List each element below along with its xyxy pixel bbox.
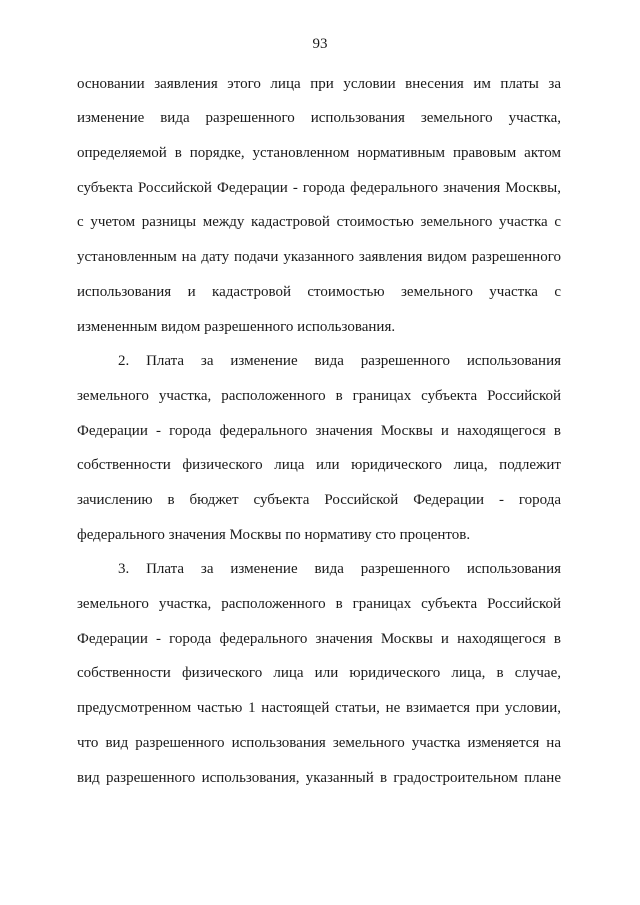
text-line: земельного участка, расположенного в границах субъекта Российской <box>77 596 561 612</box>
text-line: основании заявления этого лица при условии внесения им платы за <box>77 76 561 92</box>
text-line: с учетом разницы между кадастровой стоимостью земельного участка с <box>77 214 561 230</box>
text-line: измененным видом разрешенного использования. <box>77 319 396 335</box>
text-line: земельного участка, расположенного в границах субъекта Российской <box>77 388 561 404</box>
text-line: Федерации - города федерального значения Москвы и находящегося в <box>77 631 561 647</box>
text-line: Федерации - города федерального значения Москвы и находящегося в <box>77 423 561 439</box>
paragraph-2-first-line: 2. Плата за изменение вида разрешенного использования <box>118 353 561 369</box>
text-line: федерального значения Москвы по нормативу сто процентов. <box>77 527 471 543</box>
text-line: изменение вида разрешенного использования земельного участка, <box>77 110 561 126</box>
text-line: вид разрешенного использования, указанный в градостроительном плане <box>77 770 561 786</box>
text-line: собственности физического лица или юридического лица, в случае, <box>77 665 561 681</box>
text-line: определяемой в порядке, установленном нормативным правовым актом <box>77 145 561 161</box>
text-line: использования и кадастровой стоимостью земельного участка с <box>77 284 561 300</box>
text-line: зачислению в бюджет субъекта Российской Федерации - города <box>77 492 561 508</box>
text-line: собственности физического лица или юридического лица, подлежит <box>77 457 561 473</box>
text-line: предусмотренном частью 1 настоящей статьи, не взимается при условии, <box>77 700 561 716</box>
paragraph-3-first-line: 3. Плата за изменение вида разрешенного использования <box>118 561 561 577</box>
text-line: что вид разрешенного использования земельного участка изменяется на <box>77 735 561 751</box>
text-line: субъекта Российской Федерации - города федерального значения Москвы, <box>77 180 561 196</box>
text-line: установленным на дату подачи указанного заявления видом разрешенного <box>77 249 561 265</box>
page-number: 93 <box>312 36 328 52</box>
